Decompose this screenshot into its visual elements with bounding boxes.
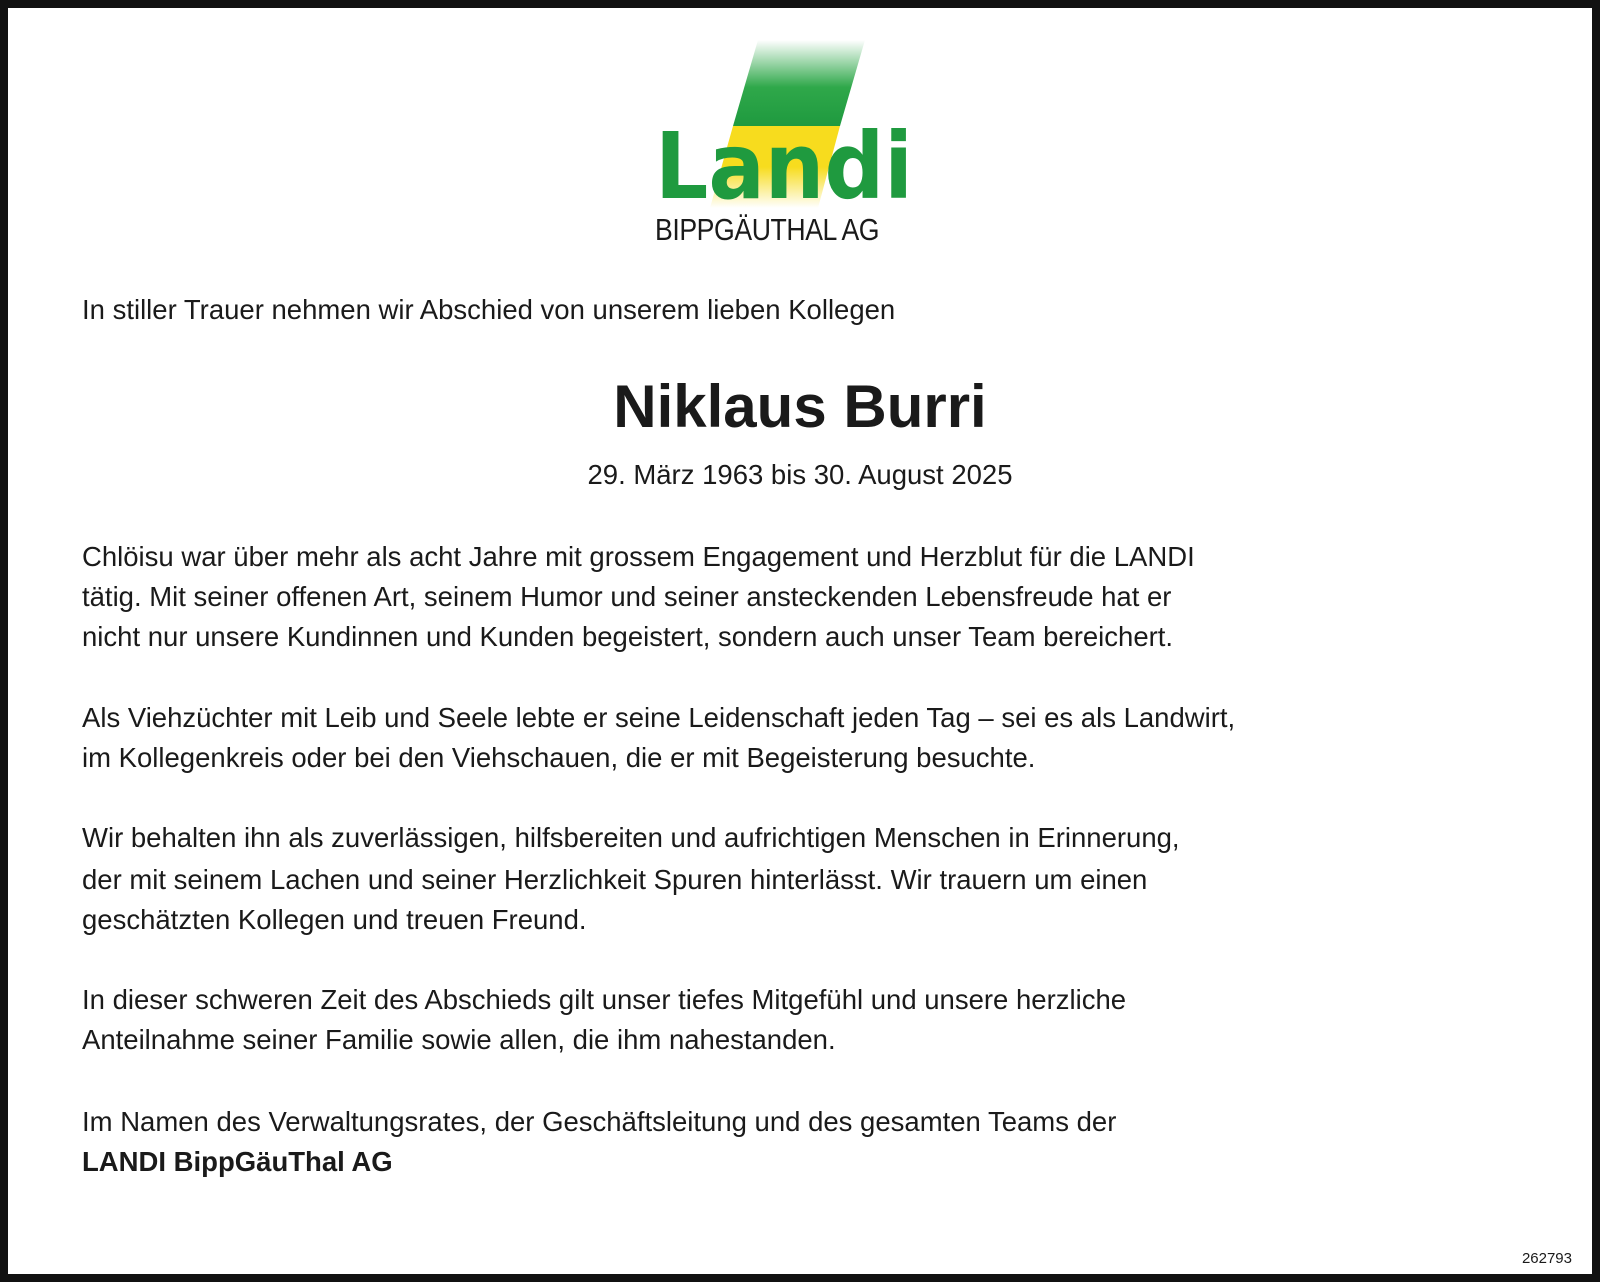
paragraph-line: geschätzten Kollegen und treuen Freund. [82,904,587,935]
paragraph-line: im Kollegenkreis oder bei den Viehschauen, die er mit Begeisterung besuchte. [82,742,1036,773]
life-dates: 29. März 1963 bis 30. August 2025 [587,459,1013,490]
svg-text:Landi: Landi [655,113,913,220]
signature: LANDI BippGäuThal AG [82,1146,393,1177]
paragraph-line: In dieser schweren Zeit des Abschieds gilt unser tiefes Mitgefühl und unsere herzliche [82,984,1127,1015]
paragraph-line: Als Viehzüchter mit Leib und Seele lebte er seine Leidenschaft jeden Tag – sei es als Landwirt, [82,702,1236,733]
closing-text: Im Namen des Verwaltungsrates, der Geschäftsleitung und des gesamten Teams der [82,1106,1117,1137]
paragraph-line: nicht nur unsere Kundinnen und Kunden begeistert, sondern auch unser Team bereichert. [82,621,1174,652]
intro-text: In stiller Trauer nehmen wir Abschied von unserem lieben Kollegen [82,294,896,325]
paragraph-line: Wir behalten ihn als zuverlässigen, hilfsbereiten und aufrichtigen Menschen in Erinnerung, [82,822,1180,853]
paragraph-line: tätig. Mit seiner offenen Art, seinem Humor und seiner ansteckenden Lebensfreude hat er [82,581,1172,612]
paragraph-line: Chlöisu war über mehr als acht Jahre mit grossem Engagement und Herzblut für die LANDI [82,541,1195,572]
ad-reference-number: 262793 [1521,1250,1572,1267]
paragraph-line: Anteilnahme seiner Familie sowie allen, die ihm nahestanden. [82,1024,836,1055]
company-name-logo: BIPPGÄUTHAL AG [655,212,880,247]
paragraph-line: der mit seinem Lachen und seiner Herzlichkeit Spuren hinterlässt. Wir trauern um einen [82,864,1148,895]
deceased-name: Niklaus Burri [613,373,987,440]
